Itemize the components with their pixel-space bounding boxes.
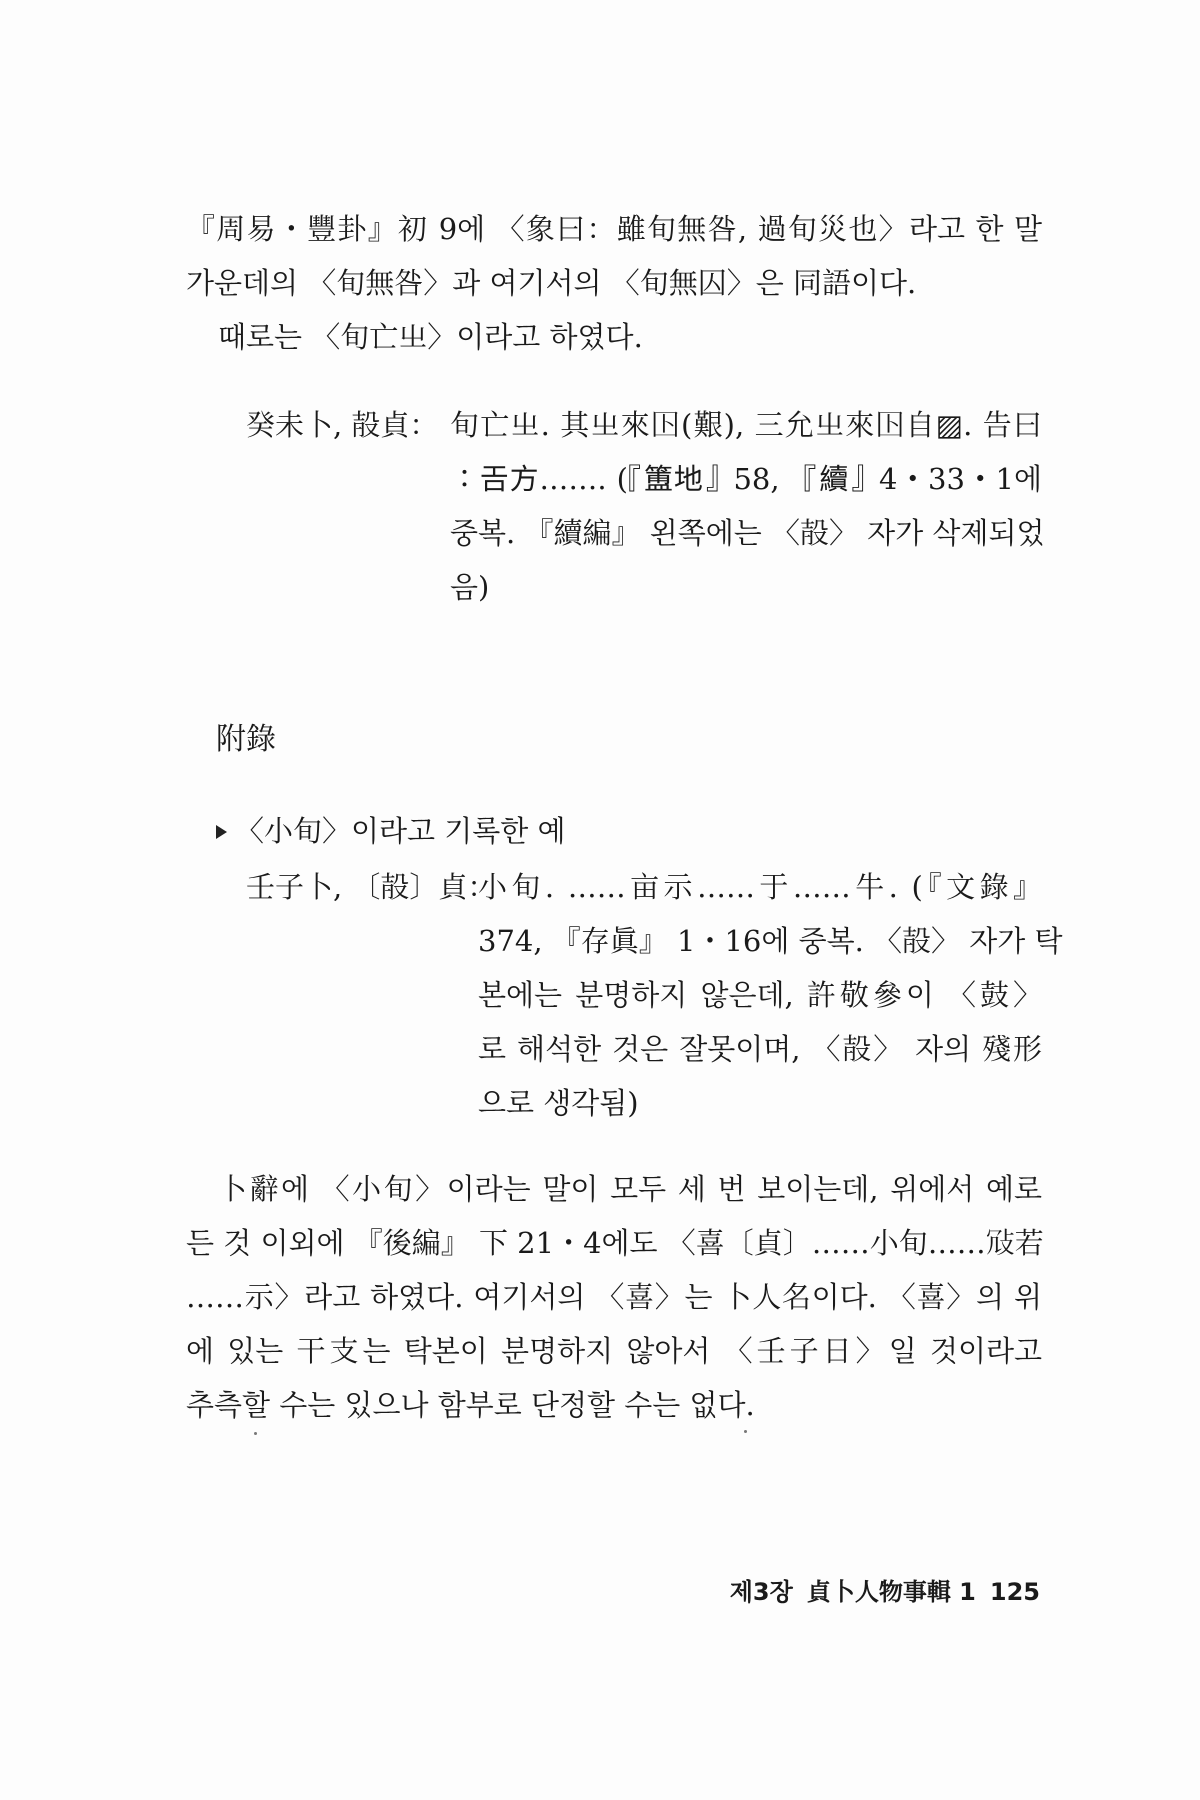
paragraph-line: 추측할 수는 있으나 함부로 단정할 수는 없다. bbox=[186, 1388, 755, 1422]
paragraph-2 bbox=[186, 1162, 1042, 1432]
paragraph-line: 든 것 이외에 『後編』 下 21・4에도 〈喜〔貞〕……小旬……𢼀若 bbox=[186, 1226, 1044, 1260]
inscription-label: 癸未卜, 㱿貞： bbox=[246, 408, 439, 442]
inscription-body bbox=[478, 860, 1063, 1130]
inscription-line: 음) bbox=[450, 570, 490, 604]
inscription-line: 본에는 분명하지 않은데, 許敬參이 〈鼓〉 bbox=[478, 978, 1042, 1012]
triangle-bullet-icon bbox=[216, 825, 227, 839]
inscription-label: 壬子卜, 〔㱿〕貞： bbox=[246, 870, 497, 904]
inscription-line: 으로 생각됨) bbox=[478, 1086, 639, 1120]
inscription-2 bbox=[0, 860, 1200, 1160]
paragraph-line: 때로는 〈旬亡㞢〉이라고 하였다. bbox=[218, 320, 643, 354]
paragraph-line: ……示〉라고 하였다. 여기서의 〈喜〉는 卜人名이다. 〈喜〉의 위 bbox=[186, 1280, 1042, 1314]
inscription-line: 小旬. ……亩示……于……牛. (『文錄』 bbox=[478, 870, 1042, 904]
inscription-line: 旬亡㞢. 其㞢來𡆥(艱), 三允㞢來𡆥自▨. 告曰 bbox=[450, 408, 1042, 442]
inscription-body bbox=[450, 398, 1045, 614]
appendix-heading: 附錄 bbox=[216, 722, 276, 757]
inscription-line: 로 해석한 것은 잘못이며, 〈㱿〉 자의 殘形 bbox=[478, 1032, 1042, 1066]
inscription-line: ：𢀛方……. (『簠地』58, 『續』4・33・1에 bbox=[450, 462, 1042, 496]
page-number: 125 bbox=[989, 1578, 1040, 1606]
inscription-line: 중복. 『續編』 왼쪽에는 〈㱿〉 자가 삭제되었 bbox=[450, 516, 1045, 550]
chapter-label: 제3장 bbox=[729, 1578, 793, 1606]
paragraph-line: 卜辭에 〈小旬〉이라는 말이 모두 세 번 보이는데, 위에서 예로 bbox=[218, 1172, 1042, 1206]
inscription-1 bbox=[0, 398, 1200, 628]
bullet-text: 〈小旬〉이라고 기록한 예 bbox=[235, 814, 566, 848]
speck bbox=[744, 1430, 747, 1433]
inscription-line: 374, 『存眞』 1・16에 중복. 〈㱿〉 자가 탁 bbox=[478, 924, 1063, 958]
paragraph-line: 『周易・豐卦』初 9에 〈象曰：雖旬無咎, 過旬災也〉라고 한 말 bbox=[186, 212, 1042, 246]
example-bullet bbox=[216, 804, 566, 858]
paragraph-line: 가운데의 〈旬無咎〉과 여기서의 〈旬無囚〉은 同語이다. bbox=[186, 266, 917, 300]
speck bbox=[254, 1432, 257, 1435]
page-footer bbox=[700, 1572, 1040, 1607]
paragraph-line: 에 있는 干支는 탁본이 분명하지 않아서 〈壬子日〉일 것이라고 bbox=[186, 1334, 1042, 1368]
chapter-title: 貞卜人物事輯 1 bbox=[806, 1578, 976, 1606]
paragraph-1 bbox=[186, 202, 1042, 364]
